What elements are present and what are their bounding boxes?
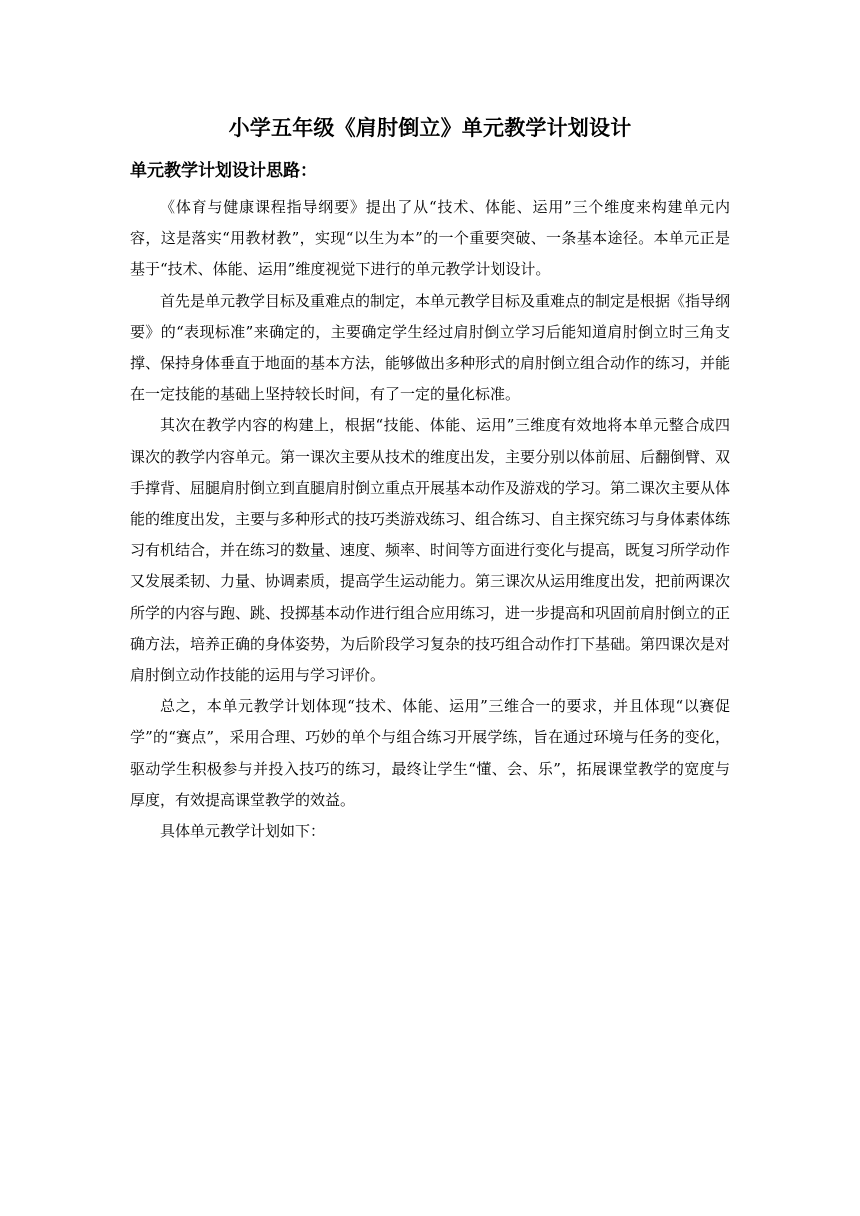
section-heading: 单元教学计划设计思路： bbox=[130, 161, 317, 181]
document-body bbox=[130, 112, 730, 847]
paragraph-content-structure: 其次在教学内容的构建上，根据“技能、体能、运用”三维度有效地将本单元整合成四课次的教学内容单元。第一课次主要从技术的维度出发，主要分别以体前屈、后翻倒臂、双手撑背、屈腿肩肘倒立到直腿肩肘倒立重点开展基本动作及游戏的学习。第二课次主要从体能的维度出发，主要与多种形式的技巧类游戏练习、组合练习、自主探究练习与身体素体练习有机结合，并在练习的数量、速度、频率、时间等方面进行变化与提高，既复习所学动作又发展柔韧、力量、协调素质，提高学生运动能力。第三课次从运用维度出发，把前两课次所学的内容与跑、跳、投掷基本动作进行组合应用练习，进一步提高和巩固前肩肘倒立的正确方法，培养正确的身体姿势，为后阶段学习复杂的技巧组合动作打下基础。第四课次是对肩肘倒立动作技能的运用与学习评价。 bbox=[130, 416, 731, 685]
document-title: 小学五年级《肩肘倒立》单元教学计划设计 bbox=[228, 116, 632, 140]
paragraph-plan-lead: 具体单元教学计划如下： bbox=[160, 822, 326, 841]
paragraph-summary: 总之，本单元教学计划体现“技术、体能、运用”三维合一的要求，并且体现“以赛促学”的“赛点”，采用合理、巧妙的单个与组合练习开展学练，旨在通过环境与任务的变化，驱动学生积极参与并投入技巧的练习，最终让学生“懂、会、乐”，拓展课堂教学的宽度与厚度，有效提高课堂教学的效益。 bbox=[130, 697, 730, 809]
paragraph-intro: 《体育与健康课程指导纲要》提出了从“技术、体能、运用”三个维度来构建单元内容，这是落实“用教材教”，实现“以生为本”的一个重要突破、一条基本途径。本单元正是基于“技术、体能、运用”维度视觉下进行的单元教学计划设计。 bbox=[130, 198, 730, 279]
paragraph-objectives: 首先是单元教学目标及重难点的制定，本单元教学目标及重难点的制定是根据《指导纲要》的“表现标准”来确定的，主要确定学生经过肩肘倒立学习后能知道肩肘倒立时三角支撑、保持身体垂直于地面的基本方法，能够做出多种形式的肩肘倒立组合动作的练习，并能在一定技能的基础上坚持较长时间，有了一定的量化标准。 bbox=[130, 291, 731, 404]
